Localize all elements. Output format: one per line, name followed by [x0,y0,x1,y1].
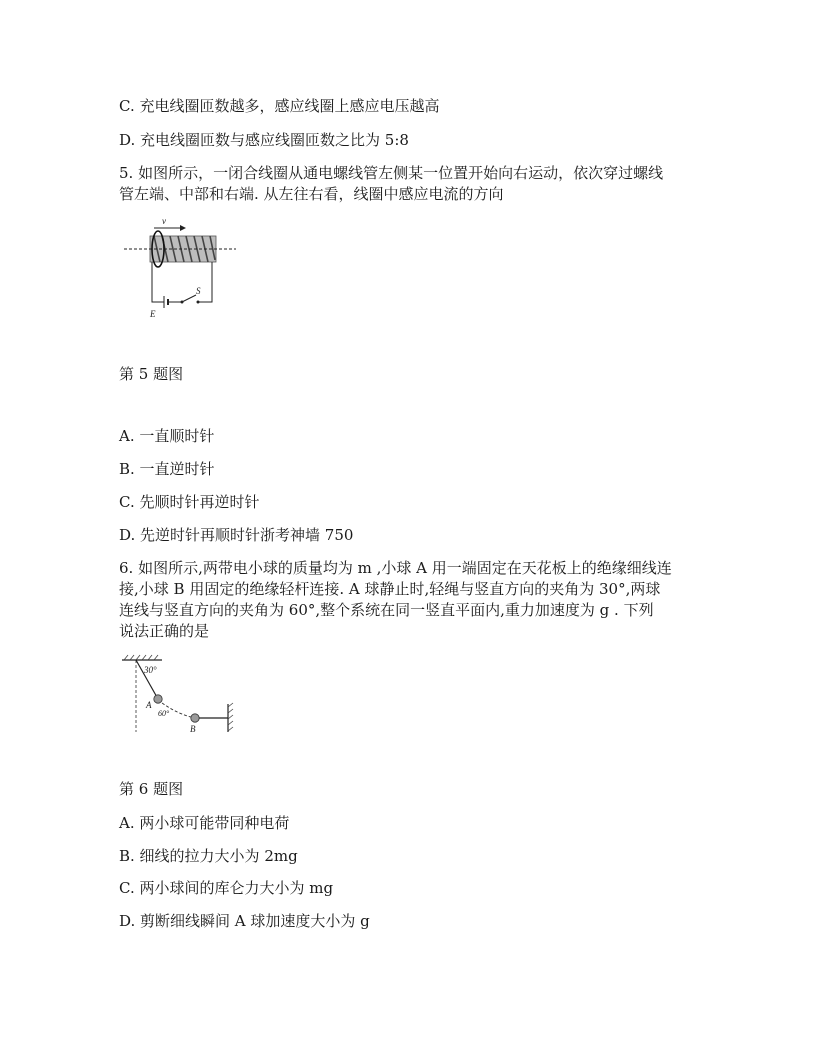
ball-b [191,714,199,722]
circuit-wire-left [152,262,164,302]
velocity-arrowhead [180,225,186,231]
q6-stem-line-3: 连线与竖直方向的夹角为 60°,整个系统在同一竖直平面内,重力加速度为 g . 下列 [119,601,654,619]
q6-option-c: C. 两小球间的库仑力大小为 mg [119,879,334,897]
q5-option-b: B. 一直逆时针 [119,460,215,478]
charged-balls-diagram [118,652,238,740]
q5-stem-line-2: 管左端、中部和右端. 从左往右看，线圈中感应电流的方向 [119,185,504,203]
q4-option-c: C. 充电线圈匝数越多，感应线圈上感应电压越高 [119,97,440,115]
q5-figure-caption: 第 5 题图 [119,365,184,383]
ball-a-label: A [146,700,152,710]
solenoid-diagram [120,214,238,324]
ball-b-label: B [190,724,196,734]
ceiling-hatch [124,655,158,660]
switch-lever [182,295,196,302]
switch-label: S [196,286,201,296]
q5-solenoid-figure [120,214,238,324]
velocity-label: v [162,216,166,226]
q4-option-d: D. 充电线圈匝数与感应线圈匝数之比为 5:8 [119,131,409,149]
switch-contact [197,301,200,304]
q6-option-d: D. 剪断细线瞬间 A 球加速度大小为 g [119,912,370,930]
angle-30-label: 30° [144,665,157,675]
q6-option-a: A. 两小球可能带同种电荷 [119,814,290,832]
angle-60-label: 60° [158,709,170,718]
q6-stem-line-2: 接,小球 B 用固定的绝缘轻杆连接. A 球静止时,轻绳与竖直方向的夹角为 30°,两球 [119,580,661,598]
circuit-wire-right [198,262,212,302]
q5-option-c: C. 先顺时针再逆时针 [119,493,260,511]
wall-hatch [228,703,233,731]
q5-option-a: A. 一直顺时针 [119,427,215,445]
q6-balls-figure [118,652,238,740]
q5-stem-line-1: 5. 如图所示，一闭合线圈从通电螺线管左侧某一位置开始向右运动，依次穿过螺线 [119,164,664,182]
q6-stem-line-1: 6. 如图所示,两带电小球的质量均为 m ,小球 A 用一端固定在天花板上的绝缘细线连 [119,559,672,577]
battery-label: E [150,309,156,319]
q6-stem-line-4: 说法正确的是 [119,622,210,640]
q6-figure-caption: 第 6 题图 [119,780,184,798]
q5-option-d: D. 先逆时针再顺时针浙考神墙 750 [119,526,354,544]
q6-option-b: B. 细线的拉力大小为 2mg [119,847,298,865]
ball-a [154,695,162,703]
